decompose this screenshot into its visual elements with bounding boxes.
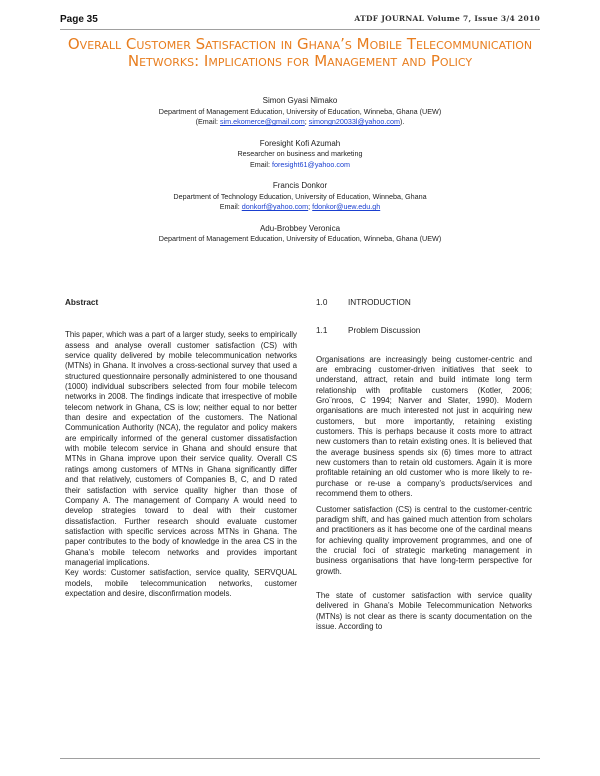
author-name: Simon Gyasi Nimako bbox=[262, 96, 338, 105]
author-affiliation: Department of Management Education, University of Education, Winneba, Ghana (UEW) bbox=[158, 106, 442, 116]
email-prefix: Email: bbox=[250, 159, 272, 169]
author-email-line bbox=[60, 202, 540, 213]
keywords: Key words: Customer satisfaction, service quality, SERVQUAL models, mobile telecommunication networks, customer expectation and desire, disconfirmation models. bbox=[65, 568, 297, 598]
body-paragraph: Organisations are increasingly being customer-centric and are embracing customer-driven initiatives that seek to understand, attract, retain and build intimate long term relationship with profitable customers (Kotler, 2006; Gro¨nroos, C 1994; Narver and Slater, 1990). Modern organisations are much interested not just in acquiring new customers, but more importantly, retaining existing customers. This is perhaps because it costs more to attract new customers than to retain existing ones. It is believed that the average business spends six (6) times more to attract new customers than to retain old customers. Again it is more profitable retaining an old customer who is more likely to re-purchase or re-use a company’s products/services and recommend them to others. bbox=[316, 354, 532, 499]
email-link[interactable]: simongn20033l@yahoo.com bbox=[308, 117, 400, 126]
paragraph-gap bbox=[316, 577, 532, 591]
author-name: Francis Donkor bbox=[272, 181, 328, 190]
email-prefix: Email: bbox=[219, 202, 242, 211]
abstract-body: This paper, which was a part of a larger study, seeks to empirically assess and analyse overall customer satisfaction (CS) with service quality delivered by mobile telecommunication networks (MTNs) in Ghana. It involves a cross-sectional survey that used a structured questionnaire personally administered to one thousand (1000) individual subscribers selected from four mobile telecom networks in 2008. The findings indicate that irrespective of mobile telecom network in Ghana, CS is low; neither equal to nor better than desire and expectation of the customers. The National Communication Authority (NCA), the regulator and policy makers are empirically informed of the general customer dissatisfaction with mobile telecom service in Ghana and should ensure that MTNs in Ghana improve upon their service quality. Overall CS ratings among customers of MTNs in Ghana significantly differ and that relatively, customers of Companies B, C, and D rated their satisfaction with service quality higher than those of Company A. The management of Company A would need to develop strategies toward to deal with their customer dissatisfaction. Further research should evaluate customer satisfaction with specific services across MTNs in Ghana. The paper contributes to the body of knowledge in the area CS in the Ghana’s mobile telecom networks and provides important managerial implications. bbox=[65, 330, 297, 567]
author-affiliation: Department of Technology Education, University of Education, Winneba, Ghana bbox=[173, 191, 427, 201]
author-email-line bbox=[60, 160, 540, 171]
author-affiliation: Department of Management Education, University of Education, Winneba, Ghana (UEW) bbox=[158, 234, 442, 243]
body-paragraph: Customer satisfaction (CS) is central to the customer-centric paradigm shift, and has gained much attention from scholars and practitioners as it has become one of the cardinal means for achieving quality improvement programmes, and one of the crucial foci of strategic marketing management in business organisations that have long-term perspective for growth. bbox=[316, 504, 532, 576]
section-number: 1.0 bbox=[316, 298, 328, 307]
author-name: Adu-Brobbey Veronica bbox=[259, 223, 341, 233]
right-column bbox=[316, 298, 532, 632]
journal-info: ATDF JOURNAL Volume 7, Issue 3/4 2010 bbox=[354, 14, 540, 23]
email-link[interactable]: fdonkor@uew.edu.gh bbox=[312, 202, 381, 211]
header-rule bbox=[60, 29, 540, 30]
email-prefix: (Email: bbox=[195, 117, 220, 126]
email-suffix: ). bbox=[399, 117, 405, 126]
email-link[interactable]: foresight61@yahoo.com bbox=[271, 159, 350, 169]
paper-title: Overall Customer Satisfaction in Ghana’s Mobile Telecommunication Networks: Implications for Management and Policy bbox=[67, 35, 533, 70]
author-affiliation: Researcher on business and marketing bbox=[237, 149, 363, 158]
email-link[interactable]: donkorf@yahoo.com bbox=[241, 202, 309, 211]
page-header bbox=[60, 14, 540, 30]
email-separator: ; bbox=[304, 117, 309, 126]
page-number: Page 35 bbox=[60, 14, 98, 25]
subsection-title: Problem Discussion bbox=[348, 326, 421, 336]
subsection-number: 1.1 bbox=[316, 326, 328, 336]
author-email-line bbox=[60, 117, 540, 128]
author-name: Foresight Kofi Azumah bbox=[259, 138, 341, 148]
author-block bbox=[60, 181, 540, 213]
email-separator: ; bbox=[308, 202, 313, 211]
subsection-heading bbox=[316, 326, 532, 336]
section-heading bbox=[316, 298, 532, 308]
author-list bbox=[60, 96, 540, 256]
email-link[interactable]: sim.ekomerce@gmail.com bbox=[219, 117, 305, 126]
section-title: INTRODUCTION bbox=[348, 298, 411, 307]
author-block bbox=[60, 224, 540, 245]
left-column bbox=[65, 298, 297, 599]
footer-rule bbox=[60, 758, 540, 759]
abstract-heading: Abstract bbox=[65, 298, 99, 307]
author-block bbox=[60, 96, 540, 128]
author-block bbox=[60, 139, 540, 171]
body-paragraph: The state of customer satisfaction with service quality delivered in Ghana’s Mobile Telecommunication Networks (MTNs) is not clear as there is scanty documentation on the issue. According to bbox=[316, 590, 532, 631]
